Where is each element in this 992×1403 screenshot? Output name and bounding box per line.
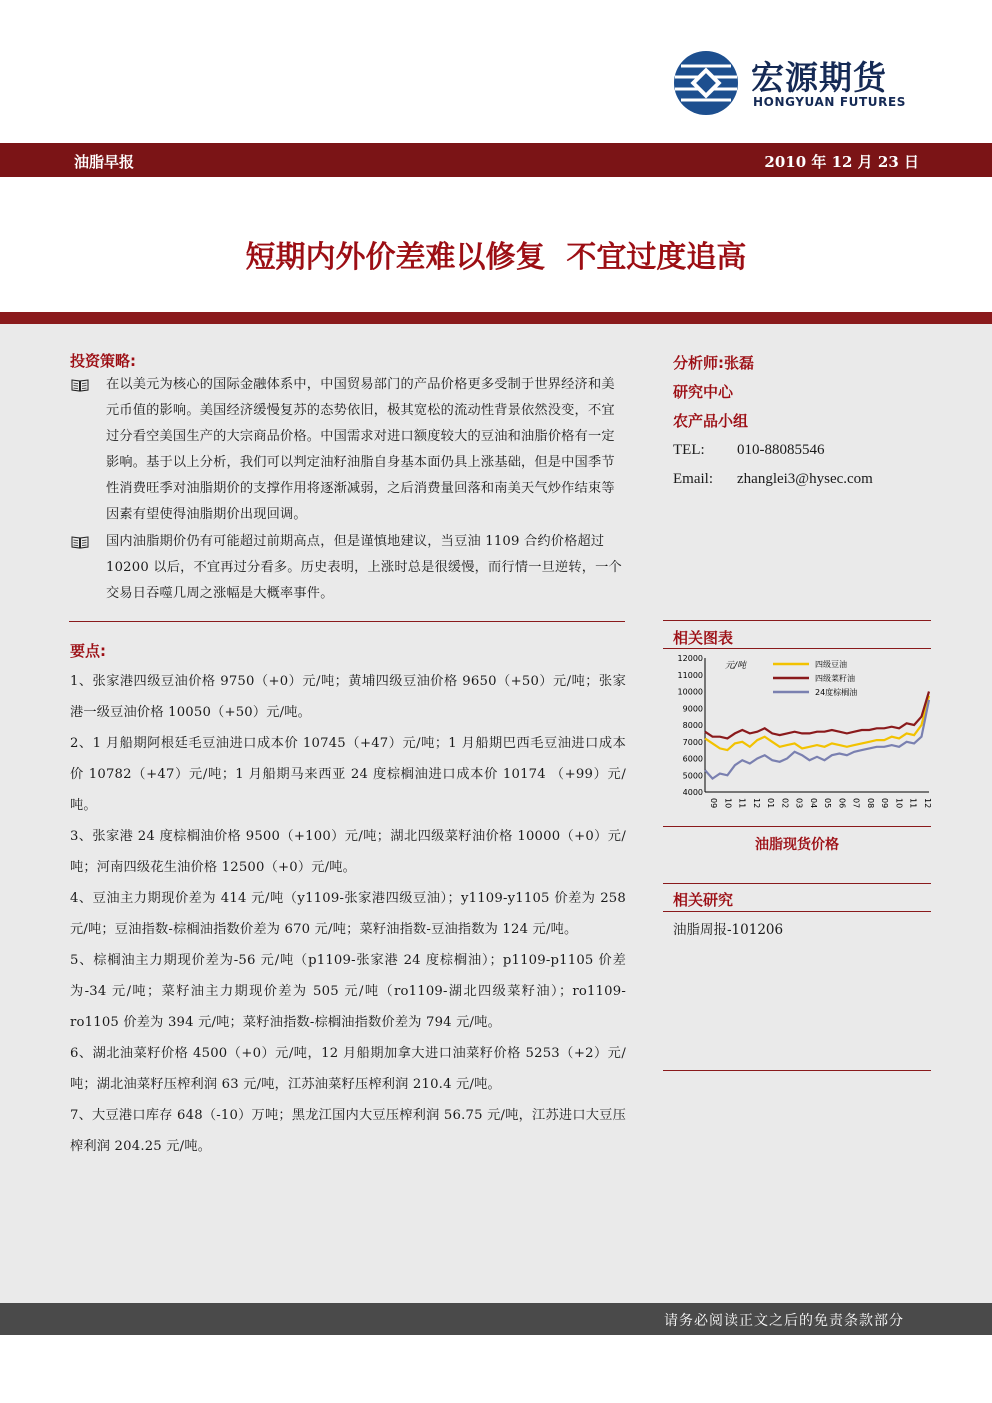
chart-unit-label: 元/吨: [725, 661, 747, 671]
x-tick-label: 10: [894, 798, 904, 809]
email-value[interactable]: zhanglei3@hysec.com: [737, 471, 873, 487]
strategy-paragraph: 国内油脂期价仍有可能超过前期高点，但是谨慎地建议，当豆油 1109 合约价格超过 10200 以后，不宜再过分看多。历史表明，上涨时总是很缓慢，而行情一旦逆转，一个交易日吞噬几周之涨幅是大概率事件。: [106, 534, 622, 601]
key-point: 2、1 月船期阿根廷毛豆油进口成本价 10745（+47）元/吨；1 月船期巴西毛豆油进口成本价 10782（+47）元/吨；1 月船期马来西亚 24 度棕榈油进口成本价 10174 （+99）元/吨。: [70, 736, 626, 813]
legend-label: 四级豆油: [815, 660, 847, 669]
analyst-phone: [673, 439, 933, 468]
y-tick-label: 11000: [677, 670, 703, 680]
chart-y-ticks: [678, 654, 703, 797]
phone-label: TEL:: [673, 442, 705, 458]
x-tick-label: 01: [766, 798, 776, 809]
related-chart-heading: 相关图表: [673, 629, 734, 647]
book-icon: [71, 378, 89, 392]
hongyuan-logo-icon: [673, 50, 739, 116]
logo-brand-en: HONGYUAN FUTURES: [753, 95, 906, 109]
x-tick-label: 10: [723, 798, 733, 809]
x-tick-label: 03: [794, 798, 804, 809]
x-tick-label: 12: [923, 798, 932, 809]
legend-label: 四级菜籽油: [815, 674, 855, 683]
x-tick-label: 02: [780, 798, 790, 809]
key-point: 1、张家港四级豆油价格 9750（+0）元/吨；黄埔四级豆油价格 9650（+50）元/吨；张家港一级豆油价格 10050（+50）元/吨。: [70, 674, 626, 720]
email-label: Email:: [673, 471, 713, 487]
research-panel-mid-rule: [663, 911, 931, 912]
y-tick-label: 12000: [677, 654, 703, 663]
analyst-group: 农产品小组: [673, 412, 749, 430]
x-tick-label: 04: [808, 798, 818, 809]
report-type: 油脂早报: [74, 153, 135, 171]
oil-price-chart: [663, 652, 931, 828]
chart-x-ticks: [709, 798, 932, 808]
series-line: [705, 692, 929, 739]
section-divider: [69, 621, 625, 622]
key-point: 5、棕榈油主力期现价差为-56 元/吨（p1109-张家港 24 度棕榈油）；p1109-p1105 价差为-34 元/吨；菜籽油主力期现价差为 505 元/吨（ro1109-湖北四级菜籽油）；ro1109-ro1105 价差为 394 元/吨；菜籽油指数-棕榈油指数价差为 794 元/吨。: [70, 953, 626, 1030]
related-research-item[interactable]: 油脂周报-101206: [673, 922, 784, 938]
x-tick-label: 07: [851, 798, 861, 809]
key-point: 4、豆油主力期现价差为 414 元/吨（y1109-张家港四级豆油）；y1109-y1105 价差为 258 元/吨；豆油指数-棕榈油指数价差为 670 元/吨；菜籽油指数-豆油指数为 124 元/吨。: [70, 891, 626, 937]
chart-caption: 油脂现货价格: [755, 837, 839, 853]
y-tick-label: 4000: [682, 788, 703, 797]
key-point: 7、大豆港口库存 648（-10）万吨；黑龙江国内大豆压榨利润 56.75 元/吨，江苏进口大豆压榨利润 204.25 元/吨。: [70, 1108, 626, 1154]
series-line: [705, 700, 929, 779]
book-icon: [71, 535, 89, 549]
related-research-heading: 相关研究: [673, 891, 734, 909]
key-point: 6、湖北油菜籽价格 4500（+0）元/吨，12 月船期加拿大进口油菜籽价格 5253（+2）元/吨；湖北油菜籽压榨利润 63 元/吨，江苏油菜籽压榨利润 210.4 元/吨。: [70, 1046, 626, 1092]
analyst-name: 分析师:张磊: [673, 354, 754, 372]
y-tick-label: 6000: [682, 754, 703, 764]
y-tick-label: 9000: [682, 704, 703, 714]
chart-legend: [773, 659, 857, 697]
research-panel-top-rule: [663, 883, 931, 884]
company-logo: [673, 50, 923, 116]
headline-divider: [0, 312, 992, 324]
analyst-email: [673, 468, 933, 497]
analyst-info: [673, 352, 933, 497]
y-tick-label: 7000: [682, 737, 703, 747]
strategy-heading: 投资策略:: [70, 352, 136, 370]
y-tick-label: 8000: [682, 721, 703, 730]
strategy-paragraph: 在以美元为核心的国际金融体系中，中国贸易部门的产品价格更多受制于世界经济和美元币值的影响。美国经济缓慢复苏的态势依旧，极其宽松的流动性背景依然没变，不宜过分看空美国生产的大宗商品价格。中国需求对进口额度较大的豆油和油脂价格有一定影响。基于以上分析，我们可以判定油籽油脂自身基本面仍具上涨基础，但是中国季节性消费旺季对油脂期价的支撑作用将逐渐减弱，之后消费量回落和南美天气炒作结束等因素有望使得油脂期价出现回调。: [106, 377, 615, 522]
chart-series: [705, 692, 929, 779]
logo-brand-cn: 宏源期货: [751, 58, 887, 97]
key-points-list: [70, 666, 626, 1162]
research-panel-bottom-rule: [663, 1070, 931, 1071]
series-line: [705, 696, 929, 750]
chart-panel-mid-rule: [663, 648, 931, 649]
x-tick-label: 11: [737, 798, 747, 809]
key-point: 3、张家港 24 度棕榈油价格 9500（+100）元/吨；湖北四级菜籽油价格 10000（+0）元/吨；河南四级花生油价格 12500（+0）元/吨。: [70, 829, 626, 875]
x-tick-label: 11: [908, 798, 918, 809]
x-tick-label: 09: [880, 798, 890, 809]
report-date: 2010 年 12 月 23 日: [764, 153, 919, 171]
x-tick-label: 05: [823, 798, 833, 809]
phone-value: 010-88085546: [737, 442, 825, 458]
chart-panel-bottom-rule: [663, 826, 931, 827]
analyst-department: 研究中心: [673, 383, 734, 401]
x-tick-label: 09: [709, 798, 718, 809]
key-points-heading: 要点:: [70, 642, 106, 660]
x-tick-label: 08: [865, 798, 875, 809]
x-tick-label: 06: [837, 798, 847, 809]
y-tick-label: 10000: [677, 687, 703, 697]
report-headline: 短期内外价差难以修复 不宜过度追高: [245, 240, 747, 275]
x-tick-label: 12: [751, 798, 761, 809]
chart-panel-top-rule: [663, 620, 931, 621]
y-tick-label: 5000: [682, 771, 703, 781]
footer-disclaimer: 请务必阅读正文之后的免责条款部分: [664, 1313, 904, 1329]
legend-label: 24度棕榈油: [815, 688, 858, 697]
